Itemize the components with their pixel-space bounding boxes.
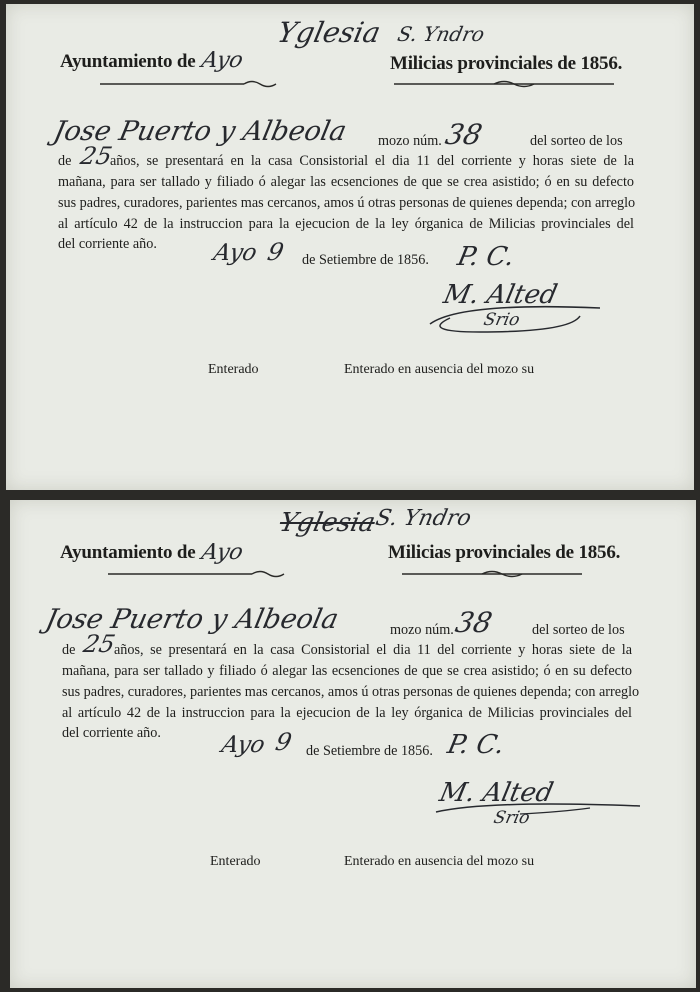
body-line-5: al artículo 42 de la instruccion para la ejecucion de la ley órganica de Milicias provinciales del (62, 705, 632, 721)
enterado-ausencia-label: Enterado en ausencia del mozo su (344, 362, 535, 377)
handwritten-age: 25 (81, 630, 118, 658)
handwritten-parish: Yglesia (276, 508, 378, 538)
handwritten-ayo-date: Ayo (219, 732, 268, 758)
handwritten-place: S. Yndro (373, 506, 474, 531)
handwritten-day: 9 (265, 238, 287, 266)
handwritten-place: S. Yndro (395, 22, 487, 46)
body-line-6: del corriente año. (62, 725, 161, 741)
handwritten-role: Srio (491, 808, 532, 828)
handwritten-number: 38 (442, 118, 486, 151)
handwritten-name: Jose Puerto y Albeola (42, 604, 342, 635)
header-milicias: Milicias provinciales de 1856. (388, 542, 621, 563)
ornamental-rule (94, 78, 614, 92)
summons-form-bottom (10, 500, 696, 988)
mozo-label: mozo núm. (378, 133, 442, 149)
handwritten-municipality: Ayo (199, 540, 246, 565)
ornamental-rule (102, 568, 622, 582)
handwritten-ayo-date: Ayo (211, 240, 260, 266)
handwritten-number: 38 (452, 606, 496, 639)
date-text: de Setiembre de 1856. (302, 252, 429, 268)
handwritten-initials: P. C. (444, 730, 508, 760)
enterado-ausencia-label: Enterado en ausencia del mozo su (344, 854, 535, 869)
mozo-label: mozo núm. (390, 622, 454, 638)
body-line-4: sus padres, curadores, parientes mas cercanos, amos ú otras personas de quienes dependa; con arreglo (62, 684, 640, 700)
body-line-3: mañana, para ser tallado y filiado ó alegar las ecsenciones de que se crea asistido; ó en su defecto (58, 174, 634, 190)
handwritten-municipality: Ayo (199, 48, 246, 73)
handwritten-signature: M. Alted (440, 280, 560, 310)
enterado-label: Enterado (208, 362, 259, 377)
signature-flourish (430, 792, 650, 832)
handwritten-initials: P. C. (454, 242, 518, 272)
handwritten-day: 9 (273, 728, 295, 756)
handwritten-parish: Yglesia (274, 16, 384, 49)
header-ayuntamiento: Ayuntamiento de (60, 542, 196, 563)
header-ayuntamiento: Ayuntamiento de (60, 51, 196, 72)
header-milicias: Milicias provinciales de 1856. (390, 53, 623, 74)
handwritten-role: Srio (481, 310, 522, 330)
body-line-6: del corriente año. (58, 236, 157, 252)
date-text: de Setiembre de 1856. (306, 743, 433, 759)
sorteo-text: del sorteo de los (530, 133, 623, 149)
body-line-2: años, se presentará en la casa Consistorial el dia 11 del corriente y horas siete de la (114, 642, 632, 658)
handwritten-age: 25 (78, 142, 115, 170)
sorteo-text: del sorteo de los (532, 622, 625, 638)
handwritten-signature: M. Alted (436, 778, 556, 808)
handwritten-name: Jose Puerto y Albeola (50, 116, 350, 147)
body-line-4: sus padres, curadores, parientes mas cercanos, amos ú otras personas de quienes dependa; con arreglo (58, 195, 636, 211)
body-line-2: años, se presentará en la casa Consistorial el dia 11 del corriente y horas siete de la (110, 153, 634, 169)
line2-start: de (58, 153, 72, 169)
line2-start: de (62, 642, 76, 658)
enterado-label: Enterado (210, 854, 261, 869)
body-line-5: al artículo 42 de la instruccion para la ejecucion de la ley órganica de Milicias provinciales del (58, 216, 634, 232)
summons-form-top (6, 4, 694, 490)
body-line-3: mañana, para ser tallado y filiado ó alegar las ecsenciones de que se crea asistido; ó en su defecto (62, 663, 632, 679)
